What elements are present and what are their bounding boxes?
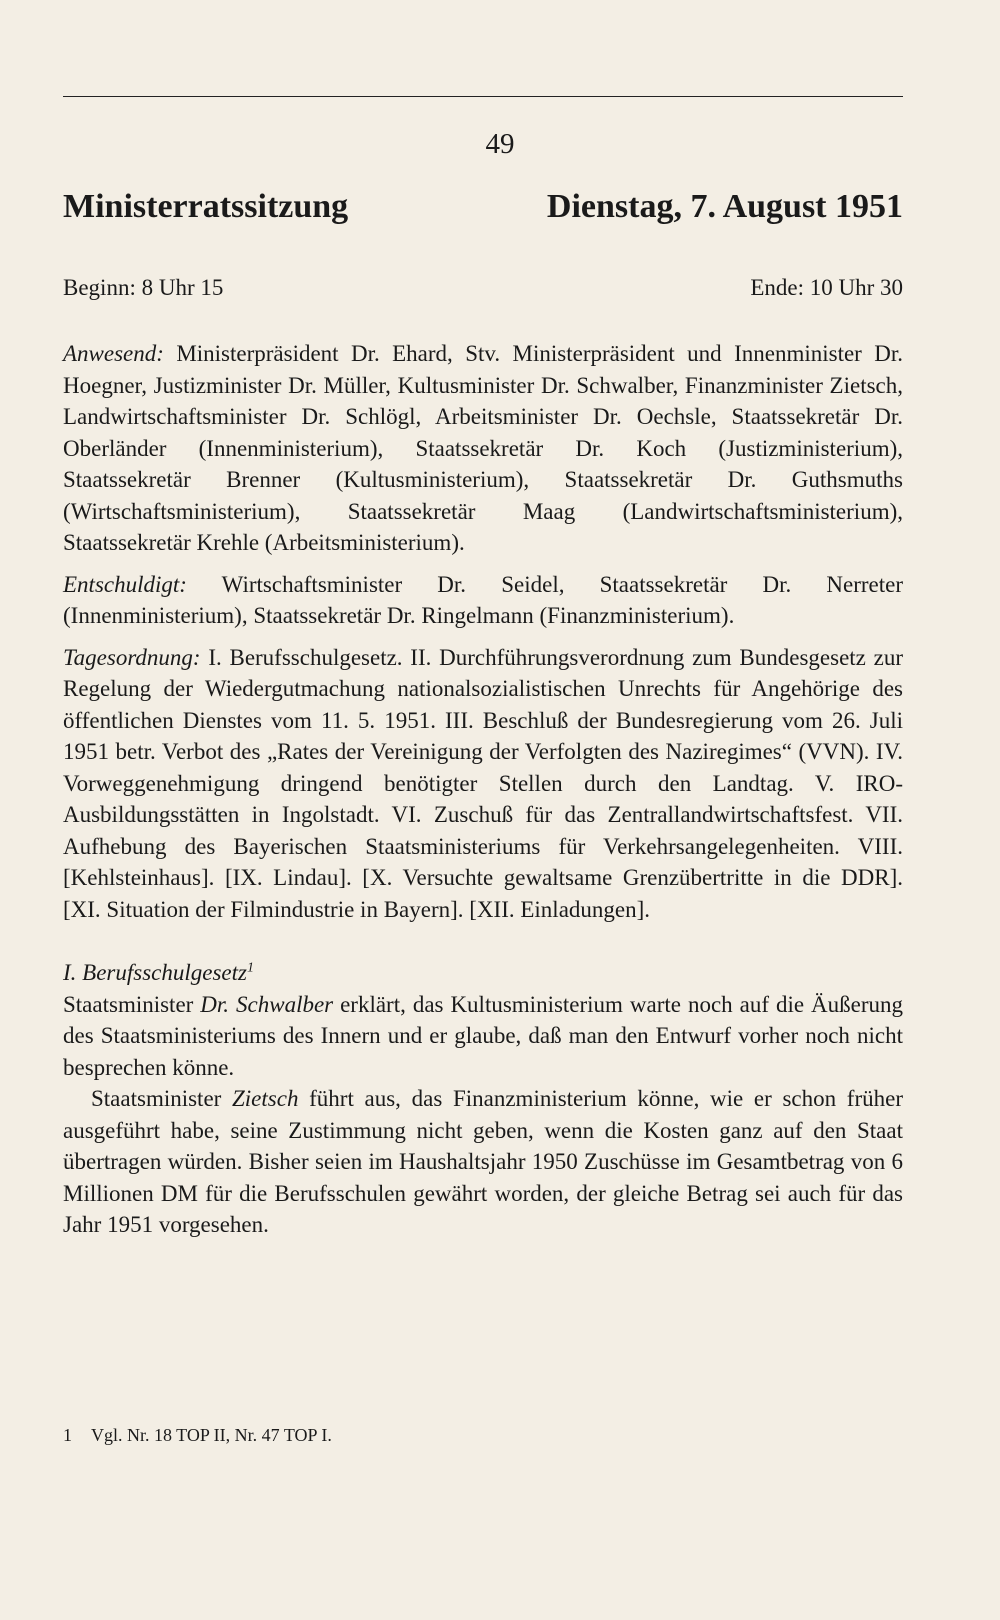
excused-text: Wirtschaftsminister Dr. Seidel, Staatssekretär Dr. Nerreter (Innenministerium), Staatssekretär Dr. Ringelmann (Finanzministerium). — [63, 571, 903, 628]
begin-time: Beginn: 8 Uhr 15 — [63, 275, 224, 300]
attendees-paragraph — [63, 338, 903, 559]
excused-label: Entschuldigt: — [63, 571, 187, 597]
agenda-label: Tagesordnung: — [63, 644, 201, 670]
attendees-text: Ministerpräsident Dr. Ehard, Stv. Ministerpräsident und Innenminister Dr. Hoegner, Justizminister Dr. Müller, Kultusminister Dr. Schwalber, Finanzminister Zietsch, Landwirtschaftsminister Dr. Schlögl, Arbeitsminister Dr. Oechsle, Staatssekretär Dr. Oberländer (Innenministerium), Staatssekretär Dr. Koch (Justizministerium), Staatssekretär Brenner (Kultusministerium), Staatssekretär Dr. Guthsmuths (Wirtschaftsministerium), Staatssekretär Maag (Landwirtschaftsministerium), Staatssekretär Krehle (Arbeitsministerium). — [63, 341, 903, 555]
section-heading — [63, 957, 903, 989]
footnote — [63, 1425, 332, 1446]
agenda-text: I. Berufsschulgesetz. II. Durchführungsverordnung zum Bundesgesetz zur Regelung der Wiedergutmachung nationalsozialistischen Unrechts für Angehörige des öffentlichen Dienstes vom 11. 5. 1951. III. Beschluß der Bundesregierung vom 26. Juli 1951 betr. Verbot des „Rates der Vereinigung der Verfolgten des Naziregimes“ (VVN). IV. Vorweggenehmigung dringend benötigter Stellen durch den Landtag. V. IRO-Ausbildungsstätten in Ingolstadt. VI. Zuschuß für das Zentrallandwirtschaftsfest. VII. Aufhebung des Bayerischen Staatsministeriums für Verkehrsangelegenheiten. VIII. [Kehlsteinhaus]. [IX. Lindau]. [X. Versuchte gewaltsame Grenzübertritte in die DDR]. [XI. Situation der Filmindustrie in Bayern]. [XII. Einladungen]. — [63, 644, 903, 922]
p2-text: führt aus, das Finanzministerium könne, wie er schon früher ausgeführt habe, seine Zustimmung nicht geben, wenn die Kosten ganz auf den Staat übertragen würden. Bisher seien im Haushaltsjahr 1950 Zuschüsse im Gesamtbetrag von 6 Millionen DM für die Berufsschulen gewährt worden, der gleiche Betrag sei auch für das Jahr 1951 vorgesehen. — [63, 1086, 903, 1237]
page-number: 49 — [485, 128, 515, 160]
agenda-paragraph — [63, 642, 903, 926]
document-body — [63, 338, 903, 1251]
header-rule — [63, 96, 903, 97]
footnote-reference: 1 — [246, 960, 254, 976]
p2-speaker: Zietsch — [232, 1086, 299, 1111]
meeting-date: Dienstag, 7. August 1951 — [546, 188, 903, 225]
p1-speaker: Dr. Schwalber — [200, 991, 334, 1017]
footnote-text: Vgl. Nr. 18 TOP II, Nr. 47 TOP I. — [91, 1425, 332, 1445]
p1-pre: Staatsminister — [63, 991, 201, 1017]
section-title: I. Berufsschulgesetz — [63, 960, 247, 985]
attendees-label: Anwesend: — [63, 341, 164, 366]
footnote-mark: 1 — [63, 1425, 72, 1445]
section-paragraph-1 — [63, 989, 903, 1084]
section-paragraph-2 — [63, 1083, 903, 1241]
end-time: Ende: 10 Uhr 30 — [750, 275, 903, 300]
p2-pre: Staatsminister — [91, 1086, 232, 1111]
p1-text: erklärt, das Kultusministerium warte noch auf die Äußerung des Staatsministeriums des Innern und er glaube, daß man den Entwurf vorher noch nicht besprechen könne. — [63, 991, 903, 1080]
excused-paragraph — [63, 569, 903, 632]
meeting-title: Ministerratssitzung — [63, 188, 349, 225]
